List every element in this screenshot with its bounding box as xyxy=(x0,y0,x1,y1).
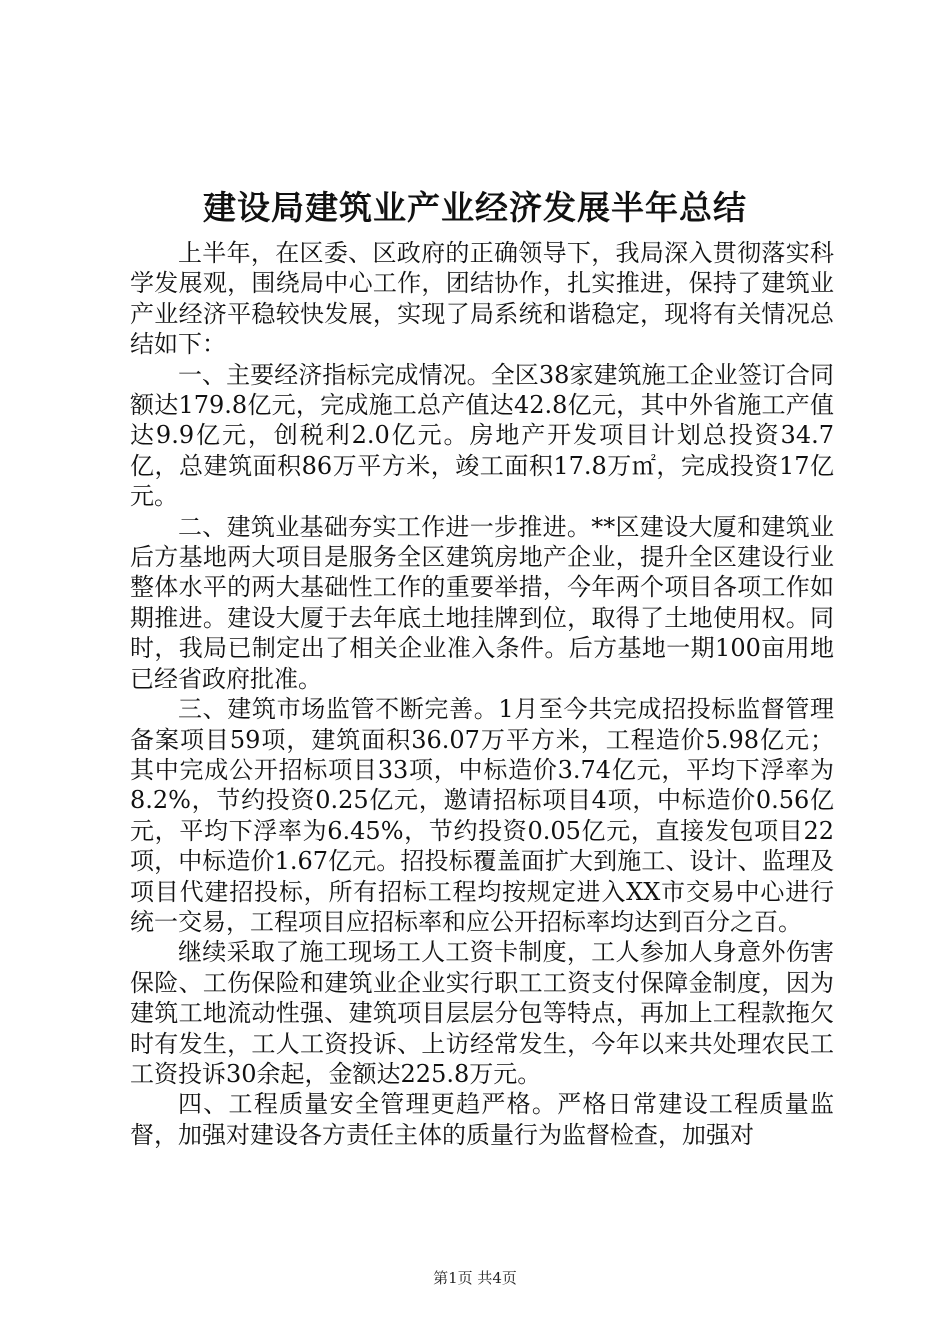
paragraph-worker-wages: 继续采取了施工现场工人工资卡制度，工人参加人身意外伤害保险、工伤保险和建筑业企业实行职工工资支付保障金制度，因为建筑工地流动性强、建筑项目层层分包等特点，再加上工程款拖欠时有发生，工人工资投诉、上访经常发生，今年以来共处理农民工工资投诉30余起，金额达225.8万元。 xyxy=(130,938,834,1088)
document-title: 建设局建筑业产业经济发展半年总结 xyxy=(203,188,747,227)
paragraph-quality-safety: 四、工程质量安全管理更趋严格。严格日常建设工程质量监督，加强对建设各方责任主体的质量行为监督检查，加强对 xyxy=(130,1090,834,1149)
document-body xyxy=(130,238,834,1150)
paragraph-market-supervision: 三、建筑市场监管不断完善。1月至今共完成招投标监督管理备案项目59项，建筑面积36.07万平方米，工程造价5.98亿元；其中完成公开招标项目33项，中标造价3.74亿元，平均下浮率为8.2%，节约投资0.25亿元，邀请招标项目4项，中标造价0.56亿元，平均下浮率为6.45%，节约投资0.05亿元，直接发包项目22项，中标造价1.67亿元。招投标覆盖面扩大到施工、设计、监理及项目代建招投标，所有招标工程均按规定进入XX市交易中心进行统一交易，工程项目应招标率和应公开招标率均达到百分之百。 xyxy=(130,695,834,936)
paragraph-intro: 上半年，在区委、区政府的正确领导下，我局深入贯彻落实科学发展观，围绕局中心工作，团结协作，扎实推进，保持了建筑业产业经济平稳较快发展，实现了局系统和谐稳定，现将有关情况总结如下： xyxy=(130,239,834,359)
paragraph-economic-indicators: 一、主要经济指标完成情况。全区38家建筑施工企业签订合同额达179.8亿元，完成施工总产值达42.8亿元，其中外省施工产值达9.9亿元，创税利2.0亿元。房地产开发项目计划总投资34.7亿，总建筑面积86万平方米，竣工面积17.8万㎡，完成投资17亿元。 xyxy=(130,360,834,511)
paragraph-foundation-work: 二、建筑业基础夯实工作进一步推进。**区建设大厦和建筑业后方基地两大项目是服务全区建筑房地产企业，提升全区建设行业整体水平的两大基础性工作的重要举措，今年两个项目各项工作如期推进。建设大厦于去年底土地挂牌到位，取得了土地使用权。同时，我局已制定出了相关企业准入条件。后方基地一期100亩用地已经省政府批准。 xyxy=(130,512,834,693)
page-footer: 第1页 共4页 xyxy=(433,1269,517,1287)
